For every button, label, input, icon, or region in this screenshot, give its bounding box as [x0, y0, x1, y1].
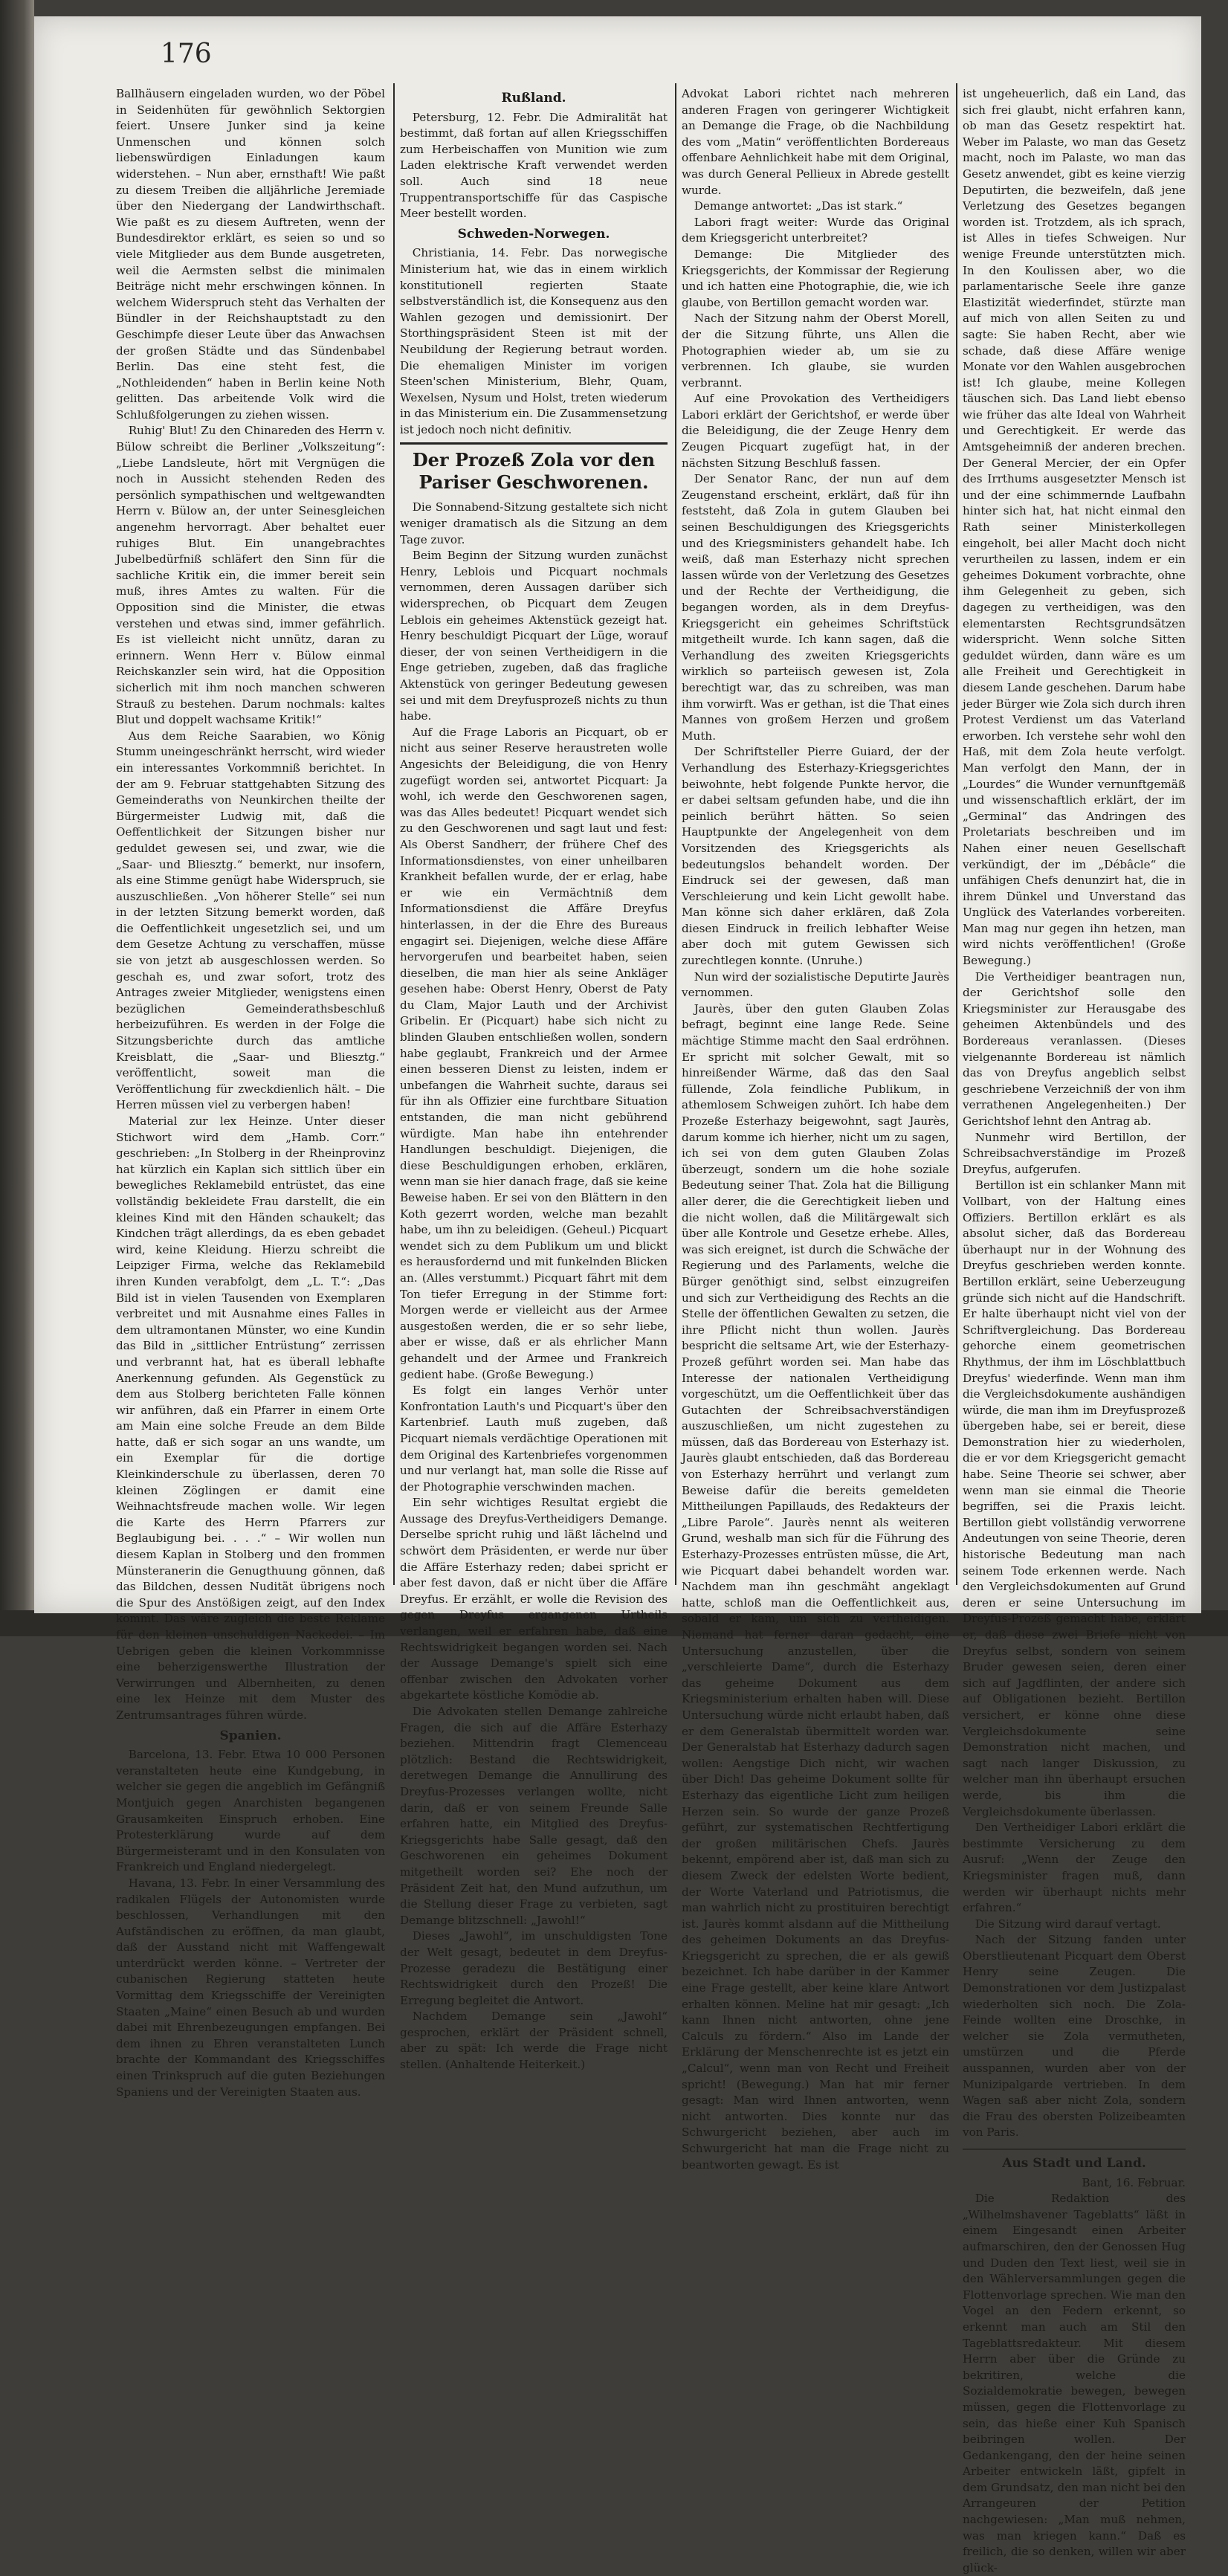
article-paragraph: Material zur lex Heinze. Unter dieser Stichwort wird dem „Hamb. Corr.“ geschrieben: „In Stolberg in der Rheinprovinz hat kürzlich ein Kaplan sich sittlich über ein bewegliches Reklamebild entrüstet, das eine vollständig bekleidete Frau darstellt, die ein kleines Kind mit den Händen schaukelt; das Kindchen trägt allerdings, da es eben gebadet wird, keine Kleidung. Hierzu schreibt die Leipziger Firma, welche das Reklamebild ihren Kunden verabfolgt, dem „L. T.“: „Das Bild ist in vielen Tausenden von Exemplaren verbreitet und mit Ausnahme eines Falles in dem ultramontanen Münster, wo eine Kundin das Bild in „sittlicher Entrüstung“ zerrissen und verbrannt hat, hat es überall lebhafte Anerkennung gefunden. Als Gegenstück zu dem aus Stolberg berichteten Falle können wir anführen, daß ein Pfarrer in einem Orte am Main eine solche Freude an dem Bilde hatte, daß er sich sogar an uns wandte, um ein Exemplar für die dortige Kleinkinderschule zu überlassen, deren 70 kleinen Zöglingen er damit eine Weihnachtsfreude machen wolle. Wir legen die Karte des Herrn Pfarrers zur Beglaubigung bei. . . .“ – Wir wollen nun diesem Kaplan in Stolberg und den frommen Münsteranerin die Genugthuung gönnen, daß das Bildchen, dessen Nudität übrigens noch die Spur des Anstößigen zeigt, auf den Index kommt. Das wäre zugleich die beste Reklame für den kleinen unschuldigen Nackedei. – Im Uebrigen geben die kleinen Vorkommnisse eine beherzigenswerthe Illustration der Verwirrungen und Albernheiten, zu denen eine lex Heinze mit dem Muster des Zentrumsantrages führen würde.	[116, 1114, 385, 1722]
section-heading-sweden: Schweden-Norwegen.	[457, 226, 610, 242]
article-paragraph: Nach der Sitzung fanden unter Oberstlieutenant Picquart dem Oberst Henry seine Zeugen. Die Demonstrationen vor dem Justizpalast wiederholten sich noch. Die Zola-Feinde wollten eine Droschke, in welcher sie Zola vermutheten, umstürzen und die Pferde ausspannen, wurden aber von der Munizipalgarde vertrieben. In dem Wagen saß aber nicht Zola, sondern die Frau des obersten Polizeibeamten von Paris.	[963, 1933, 1186, 2140]
article-paragraph: Havana, 13. Febr. In einer Versammlung des radikalen Flügels der Autonomisten wurde beschlossen, Verhandlungen mit den Aufständischen zu eröffnen, da man glaubt, daß der Ausstand nicht mit Waffengewalt unterdrückt werden könne. – Vertreter der cubanischen Regierung statteten heute Vormittag dem Kriegsschiffe der Vereinigten Staaten „Maine“ einen Besuch ab und wurden dabei mit Ehrenbezeugungen empfangen. Bei dem ihnen zu Ehren veranstalteten Lunch brachte der Kommandant des Kriegsschiffes einen Trinkspruch auf die guten Beziehungen Spaniens und der Vereinigten Staaten aus.	[116, 1876, 385, 2099]
article-paragraph: Der Schriftsteller Pierre Guiard, der der Verhandlung des Esterhazy-Kriegsgerichtes beiwohnte, hebt folgende Punkte hervor, die er dabei seltsam gefunden habe, und die ihn peinlich berührt hätten. So seien Hauptpunkte der Angelegenheit von dem Vorsitzenden des Kriegsgerichts als bedeutungslos behandelt worden. Der Eindruck sei der gewesen, daß man Verschleierung und kein Licht gewollt habe. Man könne sich daher erklären, daß Zola diesen Eindruck in freilich lebhafter Weise aber doch mit gutem Gewissen sich zurechtlegen konnte. (Unruhe.)	[682, 745, 949, 968]
section-heading-russia: Rußland.	[501, 91, 566, 106]
article-paragraph: Jaurès, über den guten Glauben Zolas befragt, beginnt eine lange Rede. Seine mächtige Stimme macht den Saal erdröhnen. Er spricht mit solcher Gewalt, mit so hinreißender Wärme, daß das den Saal füllende, Zola feindliche Publikum, in athemlosem Schweigen zuhört. Ich habe dem Prozeße Esterhazy beigewohnt, sagt Jaurès, darum komme ich hierher, nicht um zu sagen, ich sei von dem guten Glauben Zolas überzeugt, sondern um die hohe soziale Bedeutung seiner That. Zola hat die Billigung aller derer, die die Gerechtigkeit lieben und die nicht wollen, daß die Militärgewalt sich über alle Kontrole und Gesetze erhebe. Alles, was sich ereignet, ist durch die Schwäche der Regierung und des Parlaments, welche die Bürger genöthigt sind, selbst einzugreifen und sich zur Vertheidigung des Rechts an die Stelle der öffentlichen Gewalten zu setzen, die ihre Pflicht nicht thun wollen. Jaurès bespricht die seltsame Art, wie der Esterhazy-Prozeß geführt worden sei. Man habe das Interesse der nationalen Vertheidigung vorgeschützt, um die Oeffentlichkeit über das Gutachten der Schreibsachverständigen auszuschließen, um nicht zugestehen zu müssen, daß das Bordereau von Esterhazy ist. Jaurès glaubt entschieden, daß das Bordereau von Esterhazy herrührt und verlangt zum Beweise dafür die bereits gemeldeten Mittheilungen Papillauds, des Redakteurs der „Libre Parole“. Jaurès nennt als weiteren Grund, weshalb man sich für die Führung des Esterhazy-Prozesses entrüsten müsse, die Art, wie Picquart dabei behandelt worden war. Nachdem man ihn geschmäht angeklagt hatte, schloß man die Oeffentlichkeit aus, sobald er kam, um sich zu vertheidigen. Niemand hat ferner daran gedacht, eine Untersuchung anzustellen, über die „verschleierte Dame“, durch die Esterhazy das geheime Dokument aus dem Kriegsministerium erhalten haben will. Diese Untersuchung würde nicht erlaubt haben, daß er dem Generalstab übermittelt worden war. Der Generalstab hat Esterhazy dadurch sagen wollen: Aengstige Dich nicht, wir wachen über Dich! Das geheime Dokument sollte für Esterhazy das eigentliche Licht zum heiligen Herzen sein. So wurde der ganze Prozeß geführt, zur systematischen Rechtfertigung der großen militärischen Chefs. Jaurès bekennt, empörend aber ist, daß man sich zu diesem Zweck der edelsten Worte bedient, der Worte Vaterland und Patriotismus, die man wahrlich nicht zu prostituiren berechtigt ist. Jaurès kommt alsdann auf die Mittheilung des geheimen Dokuments an das Dreyfus-Kriegsgericht zu sprechen, die er als gewiß bezeichnet. Ich habe darüber in der Kammer eine Frage gestellt, aber keine klare Antwort erhalten können. Meline hat mir gesagt: „Ich kann Ihnen nicht antworten, ohne jene Calculs zu fördern.“ Also im Lande der Erklärung der Menschenrechte ist es jetzt ein „Calcul“, wenn man von Recht und Freiheit spricht! (Bewegung.) Man hat mir ferner gesagt: Man wird Ihnen antworten, wenn nicht antworten. Dies konnte nur das Schwurgericht beziehen, aber auch im Schwurgericht hat man die Frage nicht zu beantworten gewagt. Es ist	[682, 1001, 949, 2172]
article-paragraph: Auf eine Provokation des Vertheidigers Labori erklärt der Gerichtshof, er werde über die Beleidigung, die der Zeuge Henry dem Zeugen Picquart zugefügt hat, in der nächsten Sitzung Beschluß fassen.	[682, 392, 949, 470]
article-paragraph: Die Redaktion des „Wilhelmshavener Tageblatts“ läßt in einem Eingesandt einen Arbeiter aufmarschiren, den der Genossen Hug und Duden den Text liest, weil sie in den Wählerversammlungen gegen die Flottenvorlage sprechen. Wie man den Vogel an den Federn erkennt, so erkennt man auch am Stil den Tageblattsredakteur. Mit diesem Herrn aber über die Gründe zu bekritiren, welche die Sozialdemokratie bewegen, bewegen müssen, gegen die Flottenvorlage zu sein, das hieße einer Kuh Spanisch beibringen wollen. Der Gedankengang, den der heine seinen Arbeiter entwickeln läßt, gipfelt in dem Grundsatz, den man nicht bei den Arrangeuren der Petition nachgewiesen: „Man muß nehmen, was man kriegen kann.“ Daß es freilich, die so denken, willen wir aber glück-	[963, 2192, 1186, 2575]
column-rule-1	[393, 83, 395, 1585]
article-paragraph: Demange antwortet: „Das ist stark.“	[694, 199, 903, 213]
scan-binding-edge	[0, 0, 34, 1636]
article-paragraph: Nunmehr wird Bertillon, der Schreibsachverständige im Prozeß Dreyfus, aufgerufen.	[963, 1130, 1186, 1176]
column-rule-3	[956, 83, 957, 1585]
article-paragraph: Beim Beginn der Sitzung wurden zunächst Henry, Leblois und Picquart nochmals vernommen, deren Aussagen darüber sich widersprechen, ob Picquart dem Zeugen Leblois ein geheimes Aktenstück gezeigt hat. Henry beschuldigt Picquart der Lüge, worauf dieser, der von seinen Vertheidigern in die Enge getrieben, zugeben, daß das fragliche Aktenstück von geringer Bedeutung gewesen sei und mit dem Dreyfusprozeß nichts zu thun habe.	[400, 549, 668, 723]
article-paragraph: Labori fragt weiter: Wurde das Original dem Kriegsgericht unterbreitet?	[682, 215, 949, 245]
article-paragraph: Ballhäusern eingeladen wurden, wo der Pöbel in Seidenhüten für gewöhnlich Sektorgien feiert. Unsere Junker sind ja keine Unmenschen und können solch liebenswürdigen Einladungen kaum widerstehen. – Nun aber, ernsthaft! Wie paßt zu diesem Treiben die alljährliche Jeremiade über den Niedergang der Landwirthschaft. Wie paßt es zu diesem Auftreten, wenn der Bundesdirektor erklärt, es seien so und so viele Mitglieder aus dem Bunde ausgetreten, weil die Aermsten selbst die minimalen Beiträge nicht mehr erschwingen können. In welchem Widerspruch steht das Verhalten der Bündler in der Reichshauptstadt zu den Geschimpfe dieser Leute über das Anwachsen der großen Städte und das Sündenbabel Berlin. Das eine steht fest, die „Nothleidenden“ haben in Berlin keine Noth gelitten. Das arbeitende Volk wird die Schlußfolgerungen zu ziehen wissen.	[116, 87, 385, 422]
article-paragraph: Nach der Sitzung nahm der Oberst Morell, der die Sitzung führte, uns Allen die Photographien wieder ab, um sie zu verbrennen. Ich glaube, sie wurden verbrannt.	[682, 311, 949, 390]
section-divider	[963, 2149, 1186, 2150]
article-paragraph: Es folgt ein langes Verhör unter Konfrontation Lauth's und Picquart's über den Kartenbrief. Lauth muß zugeben, daß Picquart niemals verdächtige Operationen mit dem Original des Kartenbriefes vorgenommen und nur verlangt hat, man solle die Risse auf der Photographie verschwinden machen.	[400, 1384, 668, 1494]
article-paragraph: Die Vertheidiger beantragen nun, der Gerichtshof solle den Kriegsminister zur Herausgabe des geheimen Aktenbündels und des Bordereaus veranlassen. (Dieses vielgenannte Bordereau ist nämlich das von Dreyfus angeblich selbst geschriebene Verzeichniß der von ihm verrathenen Angelegenheiten.) Der Gerichtshof lehnt den Antrag ab.	[963, 969, 1186, 1128]
article-paragraph: Ruhig' Blut! Zu den Chinareden des Herrn v. Bülow schreibt die Berliner „Volkszeitung“: „Liebe Landsleute, hört mit Vergnügen die noch in Aussicht stehenden Reden des persönlich sympathischen und weltgewandten Herrn v. Bülow an, der unter Seinesgleichen angenehm hervorragt. Aber behaltet euer ruhiges Blut. Ein unangebrachtes Jubelbedürfniß schläfert den Sinn für die sachliche Kritik ein, die immer bereit sein muß, ihres Amtes zu walten. Für die Opposition sind die Minister, die etwas verstehen und etwas sind, immer gefährlich. Es ist vielleicht nicht unnütz, daran zu erinnern. Wenn Herr v. Bülow einmal Reichskanzler sein wird, hat die Opposition sicherlich mit ihm noch manchen schweren Strauß zu bestehen. Darum nochmals: kaltes Blut und doppelt wachsame Kritik!“	[116, 424, 385, 727]
article-paragraph: Petersburg, 12. Febr. Die Admiralität hat bestimmt, daß fortan auf allen Kriegsschiffen zum Herbeischaffen von Munition wie zum Laden elektrische Kraft verwendet werden soll. Auch sind 18 neue Truppentransportschiffe für das Caspische Meer bestellt worden.	[400, 110, 668, 221]
newspaper-page	[34, 16, 1201, 2575]
article-paragraph: Dieses „Jawohl“, im unschuldigsten Tone der Welt gesagt, bedeutet in dem Dreyfus-Prozesse geradezu die Bestätigung einer Rechtswidrigkeit durch den Prozeß! Die Erregung begleitet die Antwort.	[400, 1929, 668, 2007]
article-paragraph: Auf die Frage Laboris an Picquart, ob er nicht aus seiner Reserve heraustreten wolle Angesichts der Beleidigung, die von Henry zugefügt worden sei, antwortet Picquart: Ja wohl, ich werde den Geschworenen sagen, was das Alles bedeutet! Picquart wendet sich zu den Geschworenen und sagt laut und fest: Als Oberst Sandherr, der frühere Chef des Informationsdienstes, von einer unheilbaren Krankheit befallen wurde, der er erlag, habe er wie ein Vermächtniß dem Informationsdienst die Affäre Dreyfus hinterlassen, in der die Ehre des Bureaus engagirt sei. Diejenigen, welche diese Affäre hervorgerufen und bearbeitet haben, seien dieselben, die man hier als seine Ankläger gesehen habe: Oberst Henry, Oberst de Paty du Clam, Major Lauth und der Archivist Gribelin. Er (Picquart) habe sich nicht zu blinden Glauben entschließen wollen, sondern habe geglaubt, Frankreich und der Armee einen besseren Dienst zu leisten, indem er unbefangen die Wahrheit suchte, daraus sei für ihn als Offizier eine furchtbare Situation entstanden, die man nicht gebührend würdigte. Man habe ihn entehrender Handlungen beschuldigt. Diejenigen, die diese Beschuldigungen erhoben, erklären, wenn man sie hier danach frage, daß sie keine Beweise haben. Er sei von den Blättern in den Koth gezerrt worden, welche man bezahlt habe, um ihn zu beleidigen. (Geheul.) Picquart wendet sich zu dem Publikum um und blickt es herausfordernd und mit funkelnden Blicken an. (Alles verstummt.) Picquart fährt mit dem Ton tiefer Erregung in der Stimme fort: Morgen werde er vielleicht aus der Armee ausgestoßen werden, die er so sehr liebe, aber er wisse, daß er als ehrlicher Mann gehandelt und der Armee und Frankreich gedient habe. (Große Bewegung.)	[400, 725, 668, 1381]
column-rule-2	[675, 83, 676, 1585]
article-paragraph: Der Senator Ranc, der nun auf dem Zeugenstand erscheint, erklärt, daß für ihn feststeht, daß Zola in gutem Glauben bei seinen Beschuldigungen des Kriegsgerichts und des Kriegsministers gehandelt habe. Ich weiß, daß man Esterhazy nicht sprechen lassen würde von der Verletzung des Gesetzes und der Rechte der Vertheidigung, die begangen worden, als in dem Dreyfus-Kriegsgericht ein geheimes Schriftstück mitgetheilt wurde. Ich kann sagen, daß die Verhandlung des zweiten Kriegsgerichts wirklich so parteiisch gewesen ist, Zola berechtigt war, das zu schreiben, was man ihm vorwirft. Was er gethan, ist die That eines Mannes von großem Herzen und großem Muth.	[682, 472, 949, 743]
article-paragraph: Christiania, 14. Febr. Das norwegische Ministerium hat, wie das in einem wirklich konstitutionell regierten Staate selbstverständlich ist, die Konsequenz aus den Wahlen gezogen und demissionirt. Der Storthingspräsident Steen ist mit der Neubildung der Regierung betraut worden. Die ehemaligen Minister im vorigen Steen'schen Ministerium, Blehr, Quam, Wexelsen, Nysum und Holst, treten wiederum in das Ministerium ein. Die Zusammensetzung ist jedoch noch nicht definitiv.	[400, 246, 668, 436]
article-paragraph: Die Advokaten stellen Demange zahlreiche Fragen, die sich auf die Affäre Esterhazy beziehen. Mittendrin fragt Clemenceau plötzlich: Bestand die Rechtswidrigkeit, deretwegen Demange die Annullirung des Dreyfus-Prozesses verlangen wollte, nicht darin, daß er von seinem Freunde Salle erfahren hatte, ein Mitglied des Dreyfus-Kriegsgerichts habe Salle gesagt, daß den Geschworenen ein geheimes Dokument mitgetheilt worden sei? Ehe noch der Präsident Zeit hat, den Mund aufzuthun, um die Stellung dieser Frage zu verbieten, sagt Demange blitzschnell: „Jawohl!“	[400, 1705, 668, 1927]
article-paragraph: Aus dem Reiche Saarabien, wo König Stumm uneingeschränkt herrscht, wird wieder ein interessantes Vorkommniß berichtet. In der am 9. Februar stattgehabten Sitzung des Gemeinderaths von Neunkirchen theilte der Bürgermeister Ludwig mit, daß die Oeffentlichkeit der Sitzungen bisher nur geduldet gewesen sei, und zwar, wie die „Saar- und Bliesztg.“ bemerkt, nur insofern, als eine Stimme genügt habe Widerspruch, sie auszuschließen. „Von höherer Stelle“ sei nun in der letzten Sitzung bemerkt worden, daß die Oeffentlichkeit ungesetzlich sei, und um dem Gesetze Achtung zu verschaffen, müsse sie von jetzt ab ausgeschlossen werden. So geschah es, und zwar sofort, trotz des Antrages zweier Mitglieder, wenigstens einen bezüglichen Gemeinderathsbeschluß herbeizuführen. Es werden in der Folge die Sitzungsberichte durch das amtliche Kreisblatt, die „Saar- und Bliesztg.“ veröffentlicht, soweit man die Veröffentlichung für zweckdienlich hält. – Die Herren müssen viel zu verbergen haben!	[116, 729, 385, 1112]
column-3	[682, 86, 949, 2172]
article-paragraph: Demange: Die Mitglieder des Kriegsgerichts, der Kommissar der Regierung und ich hatten eine Photographie, die, wie ich glaube, von Bertillon gemacht worden war.	[682, 247, 949, 309]
article-paragraph: Ein sehr wichtiges Resultat ergiebt die Aussage des Dreyfus-Vertheidigers Demange. Derselbe spricht ruhig und läßt lächelnd und schwört dem Präsidenten, er werde nur über die Affäre Esterhazy reden; dabei spricht er aber fest davon, daß er nicht über die Affäre Dreyfus. Er erzählt, er wolle die Revision des gegen Dreyfus ergangenen Urtheils verlangen, weil er erfahren habe, daß eine Rechtswidrigkeit begangen worden sei. Nach der Aussage Demange's spielt sich eine offenbar zwischen den Advokaten vorher abgekartete köstliche Komödie ab.	[400, 1496, 668, 1702]
article-paragraph: Die Sonnabend-Sitzung gestaltete sich nicht weniger dramatisch als die Sitzung an dem Tage zuvor.	[400, 500, 668, 546]
article-paragraph: Die Sitzung wird darauf vertagt.	[975, 1917, 1161, 1931]
article-paragraph: Den Vertheidiger Labori erklärt die bestimmte Versicherung zu dem Ausruf: „Wenn der Zeuge den Kriegsminister fragen muß, dann werden wir überhaupt nichts mehr erfahren.“	[963, 1821, 1186, 1915]
zola-trial-headline: Der Prozeß Zola vor den Pariser Geschworenen.	[400, 442, 668, 494]
column-4	[963, 86, 1186, 2575]
column-1	[116, 86, 385, 2099]
section-heading-local: Aus Stadt und Land.	[1002, 2156, 1146, 2171]
section-heading-spain: Spanien.	[219, 1728, 282, 1743]
page-number: 176	[161, 39, 212, 69]
article-paragraph: Advokat Labori richtet nach mehreren anderen Fragen von geringerer Wichtigkeit an Demange die Frage, ob die Nachbildung des vom „Matin“ veröffentlichten Bordereaus offenbare Aehnlichkeit habe mit dem Original, was durch General Pellieux in Abrede gestellt wurde.	[682, 87, 949, 197]
local-dateline: Bant, 16. Februar.	[1082, 2175, 1186, 2189]
article-paragraph: Nun wird der sozialistische Deputirte Jaurès vernommen.	[682, 969, 949, 1000]
article-paragraph: ist ungeheuerlich, daß ein Land, das sich frei glaubt, nicht erfahren kann, ob man das Gesetz respektirt hat. Weber im Palaste, wo man das Gesetz macht, noch im Palaste, wo man das Gesetz anwendet, gibt es keine vierzig Deputirten, die bezweifeln, daß jene Verletzung des Gesetzes begangen worden ist. Trotzdem, als ich sprach, ist Alles in tiefes Schweigen. Nur wenige Freunde unterstützten mich. In den Koulissen aber, wo die parlamentarische Seele ihre ganze Elastizität wiederfindet, stürzte man auf mich von allen Seiten zu und sagte: Sie haben Recht, aber wie schade, daß diese Affäre wenige Monate vor den Wahlen ausgebrochen ist! Ich glaube, meine Kollegen täuschen sich. Das Land liebt ebenso wie früher das alte Ideal von Wahrheit und Gerechtigkeit. Er werde das Amtsgeheimniß der anderen brechen. Der General Mercier, der ein Opfer des Irrthums ausgesetzter Mensch ist und der eine schimmernde Laufbahn hinter sich hat, hat nicht einmal den Rath seiner Ministerkollegen eingeholt, bei aller Macht doch nicht verurtheilen zu lassen, indem er ein geheimes Dokument vorbrachte, ohne ihm Gelegenheit zu geben, sich dagegen zu vertheidigen, was den elementarsten Rechtsgrundsätzen widerspricht. Wenn solche Sitten geduldet würden, dann wäre es um alle Freiheit und Gerechtigkeit in diesem Lande geschehen. Darum habe jeder Bürger wie Zola sich durch ihren Protest Verdienst um das Vaterland erworben. Ich verstehe sehr wohl den Haß, mit dem Zola heute verfolgt. Man verfolgt den Mann, der in „Lourdes“ die Wunder vernunftgemäß und wissenschaftlich erklärt, der im „Germinal“ das Andringen des Proletariats beschreiben und im Nahen einer neuen Gesellschaft verkündigt, der im „Débâcle“ die unfähigen Chefs denunzirt hat, die in ihrem Dünkel und Unverstand das Unglück des Vaterlandes vorbereiten. Man mag nur gegen ihn hetzen, man wird nichts veröffentlichen! (Große Bewegung.)	[963, 87, 1186, 968]
column-2	[400, 86, 668, 2072]
article-paragraph: Barcelona, 13. Febr. Etwa 10 000 Personen veranstalteten heute eine Kundgebung, in welcher sie gegen die angeblich im Gefängniß Montjuich gegen Anarchisten begangenen Grausamkeiten Einspruch erhoben. Eine Protesterklärung wurde auf dem Bürgermeisteramt und in den Konsulaten von Frankreich und England niedergelegt.	[116, 1748, 385, 1874]
article-paragraph: Bertillon ist ein schlanker Mann mit Vollbart, von der Haltung eines Offiziers. Bertillon erklärt es als absolut sicher, daß das Bordereau überhaupt nur in der Wohnung des Dreyfus geschrieben werden konnte. Bertillon erklärt, seine Ueberzeugung gründe sich nicht auf die Handschrift. Er halte überhaupt nicht viel von der Schriftvergleichung. Das Bordereau gehorche einem geometrischen Rhythmus, der ihm im Löschblattbuch Dreyfus' wiederfinde. Wenn man ihm die Vergleichsdokumente aushändigen würde, die man ihm im Dreyfusprozeß übergeben habe, sei er bereit, diese Demonstration hier zu wiederholen, die er vor dem Kriegsgericht gemacht habe. Seine Theorie sei schwer, aber wenn man sie einmal die Theorie begriffen, sei die Praxis leicht. Bertillon giebt vollständig verworrene Andeutungen von seine Theorie, deren historische Bedeutung man nach seinem Tode erkennen werde. Nach den Vergleichsdokumenten auf Grund deren er seine Untersuchung im Dreyfus-Prozeß gemacht habe, erklärt er, daß diese zwei Briefe nicht von Dreyfus selbst, sondern von seinem Bruder gewesen seien, deren einer sich auf Jagdflinten, der andere sich auf Obligationen bezieht. Bertillon versichert, er könne ohne diese Vergleichsdokumente seine Demonstration nicht machen, und sagt nach langer Diskussion, zu welcher man ihn überhaupt ersuchen werde, bis ihm die Vergleichsdokumente überlassen.	[963, 1178, 1186, 1818]
article-paragraph: Nachdem Demange sein „Jawohl“ gesprochen, erklärt der Präsident schnell, aber zu spät: Ich werde die Frage nicht stellen. (Anhaltende Heiterkeit.)	[400, 2010, 668, 2072]
